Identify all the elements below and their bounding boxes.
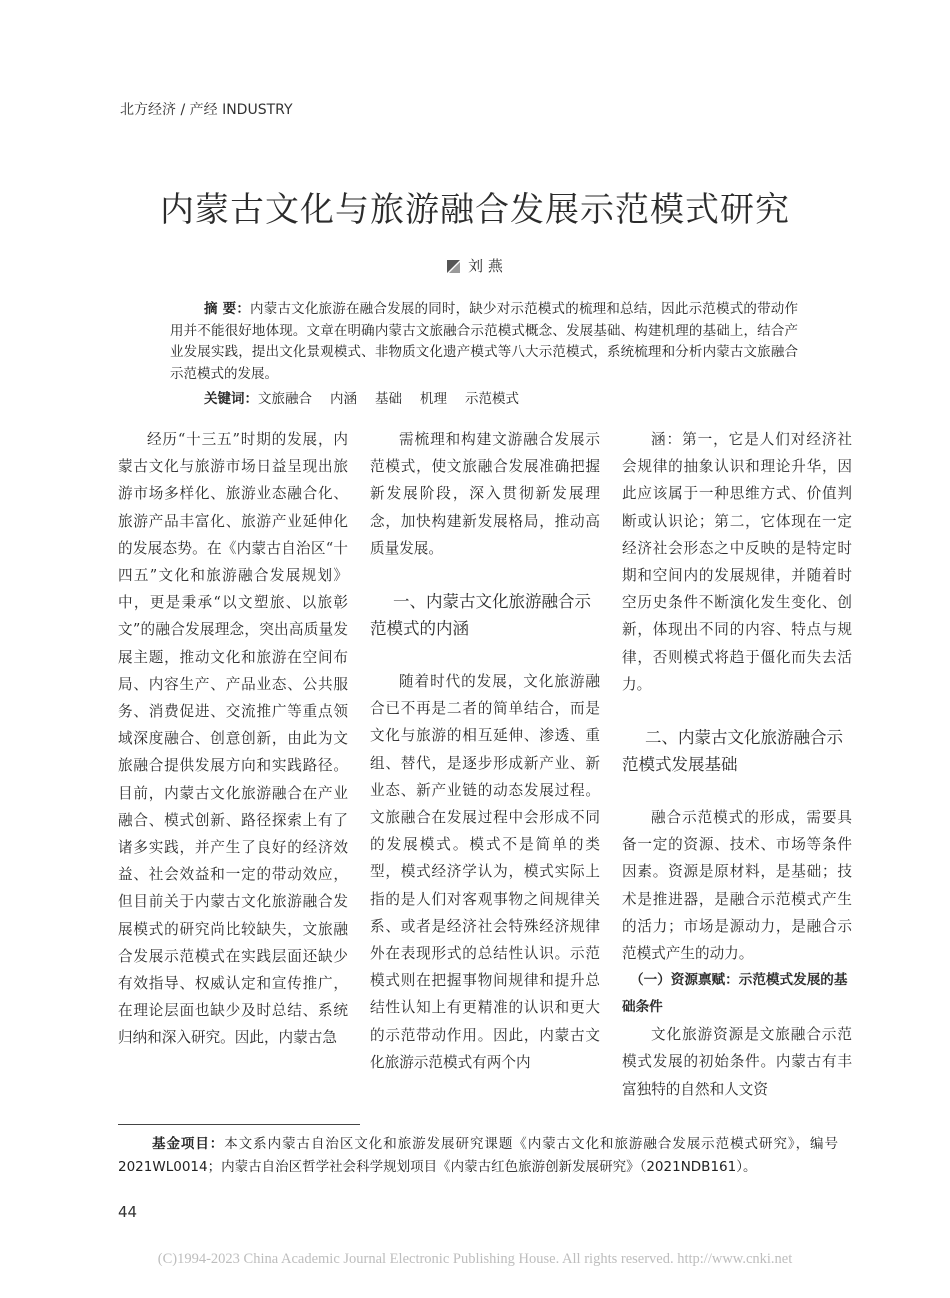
- article-title: 内蒙古文化与旅游融合发展示范模式研究: [160, 190, 790, 230]
- funding-text: 本文系内蒙古自治区文化和旅游发展研究课题《内蒙古文化和旅游融合发展示范模式研究》，编号 2021WL0014；内蒙古自治区哲学社会科学规划项目《内蒙古红色旅游创新发展研究》（2021NDB161）。: [118, 1136, 839, 1175]
- abstract: [170, 299, 798, 385]
- funding-label: 基金项目：: [152, 1136, 225, 1152]
- keyword: 基础: [375, 391, 402, 407]
- author-line: [0, 255, 950, 277]
- section-heading: 一、内蒙古文化旅游融合示范模式的内涵: [370, 592, 591, 639]
- author-name: 刘 燕: [468, 257, 503, 275]
- funding-footnote: [118, 1133, 838, 1179]
- body-column-3: [622, 426, 852, 1103]
- footnote-divider: [118, 1124, 360, 1125]
- paragraph: 文化旅游资源是文旅融合示范模式发展的初始条件。内蒙古有丰富独特的自然和人文资: [622, 1026, 852, 1098]
- paragraph: 融合示范模式的形成，需要具备一定的资源、技术、市场等条件因素。资源是原材料，是基础；技术是推进器，是融合示范模式产生的活力；市场是源动力，是融合示范模式产生的动力。: [622, 809, 852, 963]
- copyright-notice: (C)1994-2023 China Academic Journal Electronic Publishing House. All rights reserved. http://www.cnki.net: [157, 1251, 793, 1267]
- body-column-2: [370, 426, 600, 1076]
- keyword: 文旅融合: [258, 391, 312, 407]
- keyword: 内涵: [330, 391, 357, 407]
- abstract-label: 摘 要：: [204, 301, 251, 317]
- keyword: 机理: [420, 391, 447, 407]
- section-heading: 二、内蒙古文化旅游融合示范模式发展基础: [622, 728, 843, 775]
- paragraph: 需梳理和构建文游融合发展示范模式，使文旅融合发展准确把握新发展阶段，深入贯彻新发展理念，加快构建新发展格局，推动高质量发展。: [370, 431, 600, 557]
- subsection-heading: （一）资源禀赋：示范模式发展的基础条件: [622, 972, 848, 1016]
- keywords-label: 关键词：: [204, 391, 258, 407]
- running-head: 北方经济 / 产经 INDUSTRY: [120, 102, 293, 118]
- body-column-1: [118, 426, 348, 1052]
- page-number: 44: [118, 1203, 138, 1221]
- keyword: 示范模式: [465, 391, 519, 407]
- keywords: [204, 387, 537, 407]
- pen-icon: [447, 259, 460, 277]
- paragraph: 随着时代的发展，文化旅游融合已不再是二者的简单结合，而是文化与旅游的相互延伸、渗透、重组、替代，是逐步形成新产业、新业态、新产业链的动态发展过程。文旅融合在发展过程中会形成不同的发展模式。模式不是简单的类型，模式经济学认为，模式实际上指的是人们对客观事物之间规律关系、或者是经济社会特殊经济规律外在表现形式的总结性认识。示范模式则在把握事物间规律和提升总结性认知上有更精准的认识和更大的示范带动作用。因此，内蒙古文化旅游示范模式有两个内: [370, 673, 600, 1071]
- paragraph: 涵：第一，它是人们对经济社会规律的抽象认识和理论升华，因此应该属于一种思维方式、价值判断或认识论；第二，它体现在一定经济社会形态之中反映的是特定时期和空间内的发展规律，并随着时空历史条件不断演化发生变化、创新，体现出不同的内容、特点与规律，否则模式将趋于僵化而失去活力。: [622, 431, 852, 693]
- abstract-text: 内蒙古文化旅游在融合发展的同时，缺少对示范模式的梳理和总结，因此示范模式的带动作用并不能很好地体现。文章在明确内蒙古文旅融合示范模式概念、发展基础、构建机理的基础上，结合产业发展实践，提出文化景观模式、非物质文化遗产模式等八大示范模式，系统梳理和分析内蒙古文旅融合示范模式的发展。: [170, 301, 799, 382]
- paragraph: 经历“十三五”时期的发展，内蒙古文化与旅游市场日益呈现出旅游市场多样化、旅游业态融合化、旅游产品丰富化、旅游产业延伸化的发展态势。在《内蒙古自治区“十四五”文化和旅游融合发展规划》中，更是秉承“以文塑旅、以旅彰文”的融合发展理念，突出高质量发展主题，推动文化和旅游在空间布局、内容生产、产品业态、公共服务、消费促进、交流推广等重点领域深度融合、创意创新，由此为文旅融合提供发展方向和实践路径。目前，内蒙古文化旅游融合在产业融合、模式创新、路径探索上有了诸多实践，并产生了良好的经济效益、社会效益和一定的带动效应，但目前关于内蒙古文化旅游融合发展模式的研究尚比较缺失，文旅融合发展示范模式在实践层面还缺少有效指导、权威认定和宣传推广，在理论层面也缺少及时总结、系统归纳和深入研究。因此，内蒙古急: [118, 431, 348, 1047]
